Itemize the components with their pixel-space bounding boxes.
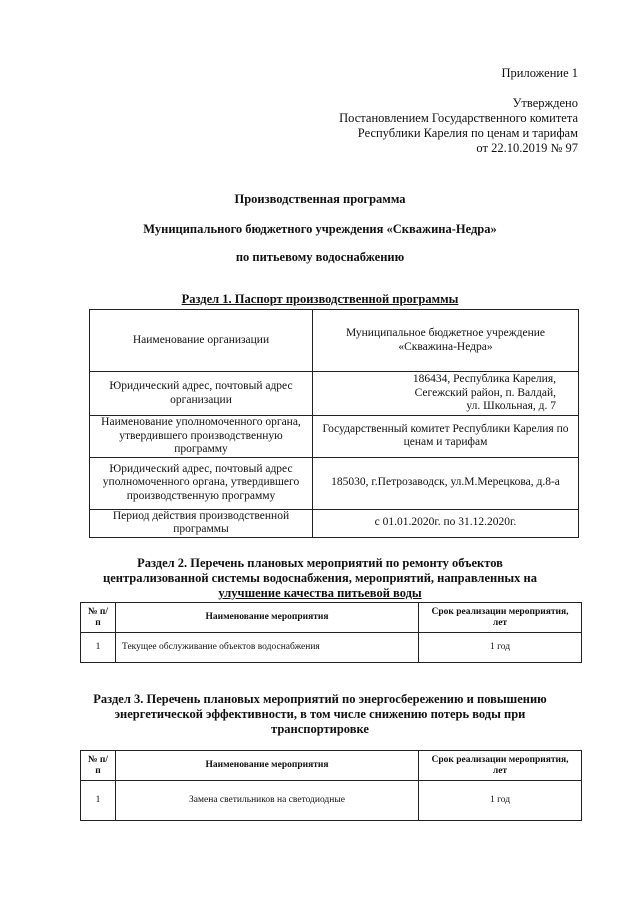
cell-num: 1: [81, 633, 116, 663]
section2-title-line: централизованной системы водоснабжения, мероприятий, направленных на: [103, 571, 537, 585]
organization-title: Муниципального бюджетного учреждения «Скважина-Недра»: [143, 222, 497, 236]
passport-value: 185030, г.Петрозаводск, ул.М.Мерецкова, д.8-а: [313, 457, 579, 509]
address-line: 186434, Республика Карелия,: [412, 373, 556, 386]
program-subject-title: по питьевому водоснабжению: [235, 250, 405, 264]
passport-value: Государственный комитет Республики Карелия по ценам и тарифам: [313, 416, 579, 458]
section3-title-line: транспортировке: [271, 722, 369, 736]
section3-title-line: энергетической эффективности, в том числе снижению потерь воды при: [114, 707, 526, 721]
col-header-name: Наименование мероприятия: [116, 603, 419, 633]
table-header-row: [81, 603, 582, 633]
cell-num: 1: [81, 781, 116, 821]
passport-label: Наименование уполномоченного органа, утвердившего производственную программу: [90, 416, 313, 458]
section2-title-line: улучшение качества питьевой воды: [218, 586, 422, 600]
passport-label: Юридический адрес, почтовый адрес уполномоченного органа, утвердившего производственную программу: [90, 457, 313, 509]
address-line: ул. Школьная, д. 7: [466, 400, 556, 413]
table-row: [81, 633, 582, 663]
table-row: [81, 781, 582, 821]
passport-label: Юридический адрес, почтовый адрес организации: [90, 372, 313, 416]
approval-line-2: Республики Карелия по ценам и тарифам: [357, 126, 578, 140]
table-row: [90, 457, 579, 509]
cell-name: Текущее обслуживание объектов водоснабжения: [116, 633, 419, 663]
section3-title: [60, 692, 580, 737]
col-header-num: № п/п: [81, 603, 116, 633]
passport-value: [313, 372, 579, 416]
section2-title: [60, 556, 580, 601]
col-header-name: Наименование мероприятия: [116, 751, 419, 781]
table-row: [90, 509, 579, 537]
appendix-label: Приложение 1: [501, 66, 578, 80]
passport-label: Период действия производственной программы: [90, 509, 313, 537]
approval-line-1: Постановлением Государственного комитета: [339, 111, 578, 125]
passport-table: [89, 309, 579, 538]
cell-term: 1 год: [419, 781, 582, 821]
energy-saving-table: [80, 750, 582, 821]
table-row: [90, 310, 579, 372]
repair-measures-table: [80, 602, 582, 663]
address-line: Сегежский район, п. Валдай,: [414, 386, 556, 399]
approval-block: [278, 66, 578, 156]
cell-term: 1 год: [419, 633, 582, 663]
passport-value: с 01.01.2020г. по 31.12.2020г.: [313, 509, 579, 537]
col-header-term: Срок реализации мероприятия, лет: [419, 603, 582, 633]
col-header-term: Срок реализации мероприятия, лет: [419, 751, 582, 781]
passport-label: Наименование организации: [90, 310, 313, 372]
approval-line-3: от 22.10.2019 № 97: [476, 141, 578, 155]
table-row: [90, 372, 579, 416]
cell-name: Замена светильников на светодиодные: [116, 781, 419, 821]
section2-title-line: Раздел 2. Перечень плановых мероприятий по ремонту объектов: [137, 556, 503, 570]
program-title: Производственная программа: [234, 192, 406, 206]
approved-label: Утверждено: [512, 96, 578, 110]
table-header-row: [81, 751, 582, 781]
col-header-num: № п/п: [81, 751, 116, 781]
section1-title: Раздел 1. Паспорт производственной программы: [181, 292, 459, 306]
section3-title-line: Раздел 3. Перечень плановых мероприятий по энергосбережению и повышению: [93, 692, 547, 706]
table-row: [90, 416, 579, 458]
passport-value: Муниципальное бюджетное учреждение «Скважина-Недра»: [313, 310, 579, 372]
